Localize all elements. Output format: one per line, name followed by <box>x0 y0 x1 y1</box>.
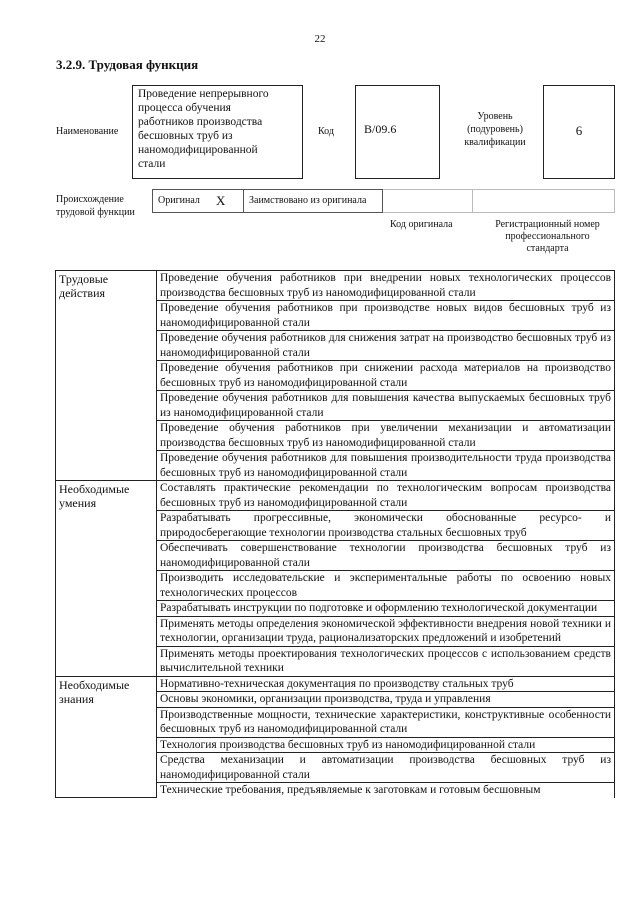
category-cell: Необходимые умения <box>56 481 157 677</box>
name-value-line: работников производства <box>138 116 263 128</box>
item-cell: Проведение обучения работников при увеличении механизации и автоматизации производства бесшовных труб из наномодифицированной стали <box>157 421 615 451</box>
name-value-line: наномодифицированной <box>138 144 258 156</box>
reg-number-cell <box>472 189 615 213</box>
reg-number-caption-line: Регистрационный номер <box>495 219 600 230</box>
item-cell: Обеспечивать совершенствование технологии производства бесшовных труб из наномодифицированной стали <box>157 541 615 571</box>
table-row <box>56 676 615 692</box>
name-label: Наименование <box>56 126 119 137</box>
page-number: 22 <box>314 33 326 45</box>
item-cell: Разрабатывать инструкции по подготовке и оформлению технологической документации <box>157 601 615 617</box>
item-cell: Проведение обучения работников для повышения качества выпускаемых бесшовных труб из наномодифицированной стали <box>157 391 615 421</box>
reg-number-caption-line: стандарта <box>526 243 569 254</box>
category-cell: Трудовые действия <box>56 271 157 481</box>
item-cell: Технология производства бесшовных труб из наномодифицированной стали <box>157 737 615 753</box>
reg-number-caption <box>480 219 615 255</box>
borrowed-cell: Заимствовано из оригинала <box>243 189 383 213</box>
name-value-line: бесшовных труб из <box>138 130 233 142</box>
item-cell: Производственные мощности, технические характеристики, конструктивные особенности бесшовных труб из наномодифицированной стали <box>157 707 615 737</box>
category-cell: Необходимые знания <box>56 676 157 798</box>
code-label: Код <box>318 126 334 137</box>
item-cell: Производить исследовательские и экспериментальные работы по освоению новых технологических процессов <box>157 571 615 601</box>
item-cell: Применять методы определения экономической эффективности внедрения новой техники и технологии, организации труда, рационализаторских предложений и изобретений <box>157 616 615 646</box>
name-value-line: стали <box>138 158 166 170</box>
item-cell: Составлять практические рекомендации по технологическим вопросам производства бесшовных труб из наномодифицированной стали <box>157 481 615 511</box>
item-cell: Проведение обучения работников при производстве новых видов бесшовных труб из наномодифицированной стали <box>157 301 615 331</box>
item-cell: Проведение обучения работников для снижения затрат на производство бесшовных труб из наномодифицированной стали <box>157 331 615 361</box>
origin-label <box>56 193 135 219</box>
code-value: B/09.6 <box>355 85 440 179</box>
item-cell: Средства механизации и автоматизации производства бесшовных труб из наномодифицированной стали <box>157 753 615 783</box>
reg-number-caption-line: профессионального <box>505 231 590 242</box>
item-cell: Основы экономики, организации производства, труда и управления <box>157 692 615 708</box>
original-cell: Оригинал <box>152 189 243 213</box>
item-cell: Проведение обучения работников для повышения производительности труда производства бесшовных труб из наномодифицированной стали <box>157 451 615 481</box>
name-value-box <box>132 85 303 179</box>
table-row <box>56 271 615 301</box>
name-value-line: Проведение непрерывного <box>138 88 269 100</box>
item-cell: Проведение обучения работников при снижении расхода материалов на производство бесшовных труб из наномодифицированной стали <box>157 361 615 391</box>
item-cell: Проведение обучения работников при внедрении новых технологических процессов производства бесшовных труб из наномодифицированной стали <box>157 271 615 301</box>
level-label-line: Уровень <box>477 111 513 122</box>
level-label-line: (подуровень) <box>467 124 523 135</box>
code-original-caption: Код оригинала <box>390 219 453 230</box>
function-table <box>55 270 615 798</box>
level-label-line: квалификации <box>464 137 526 148</box>
origin-label-line: трудовой функции <box>56 207 135 218</box>
name-value-line: процесса обучения <box>138 102 231 114</box>
code-original-cell <box>383 189 472 213</box>
section-title: 3.2.9. Трудовая функция <box>56 57 199 72</box>
origin-label-line: Происхождение <box>56 194 124 205</box>
level-label <box>456 110 534 149</box>
original-mark: X <box>216 193 226 208</box>
item-cell: Нормативно-техническая документация по производству стальных труб <box>157 676 615 692</box>
table-row <box>56 481 615 511</box>
item-cell: Разрабатывать прогрессивные, экономически обоснованные ресурсо- и природосберегающие технологии производства стальных бесшовных труб <box>157 511 615 541</box>
item-cell: Технические требования, предъявляемые к заготовкам и готовым бесшовным <box>157 783 615 798</box>
item-cell: Применять методы проектирования технологических процессов с использованием средств вычислительной техники <box>157 646 615 676</box>
level-value: 6 <box>543 85 615 179</box>
